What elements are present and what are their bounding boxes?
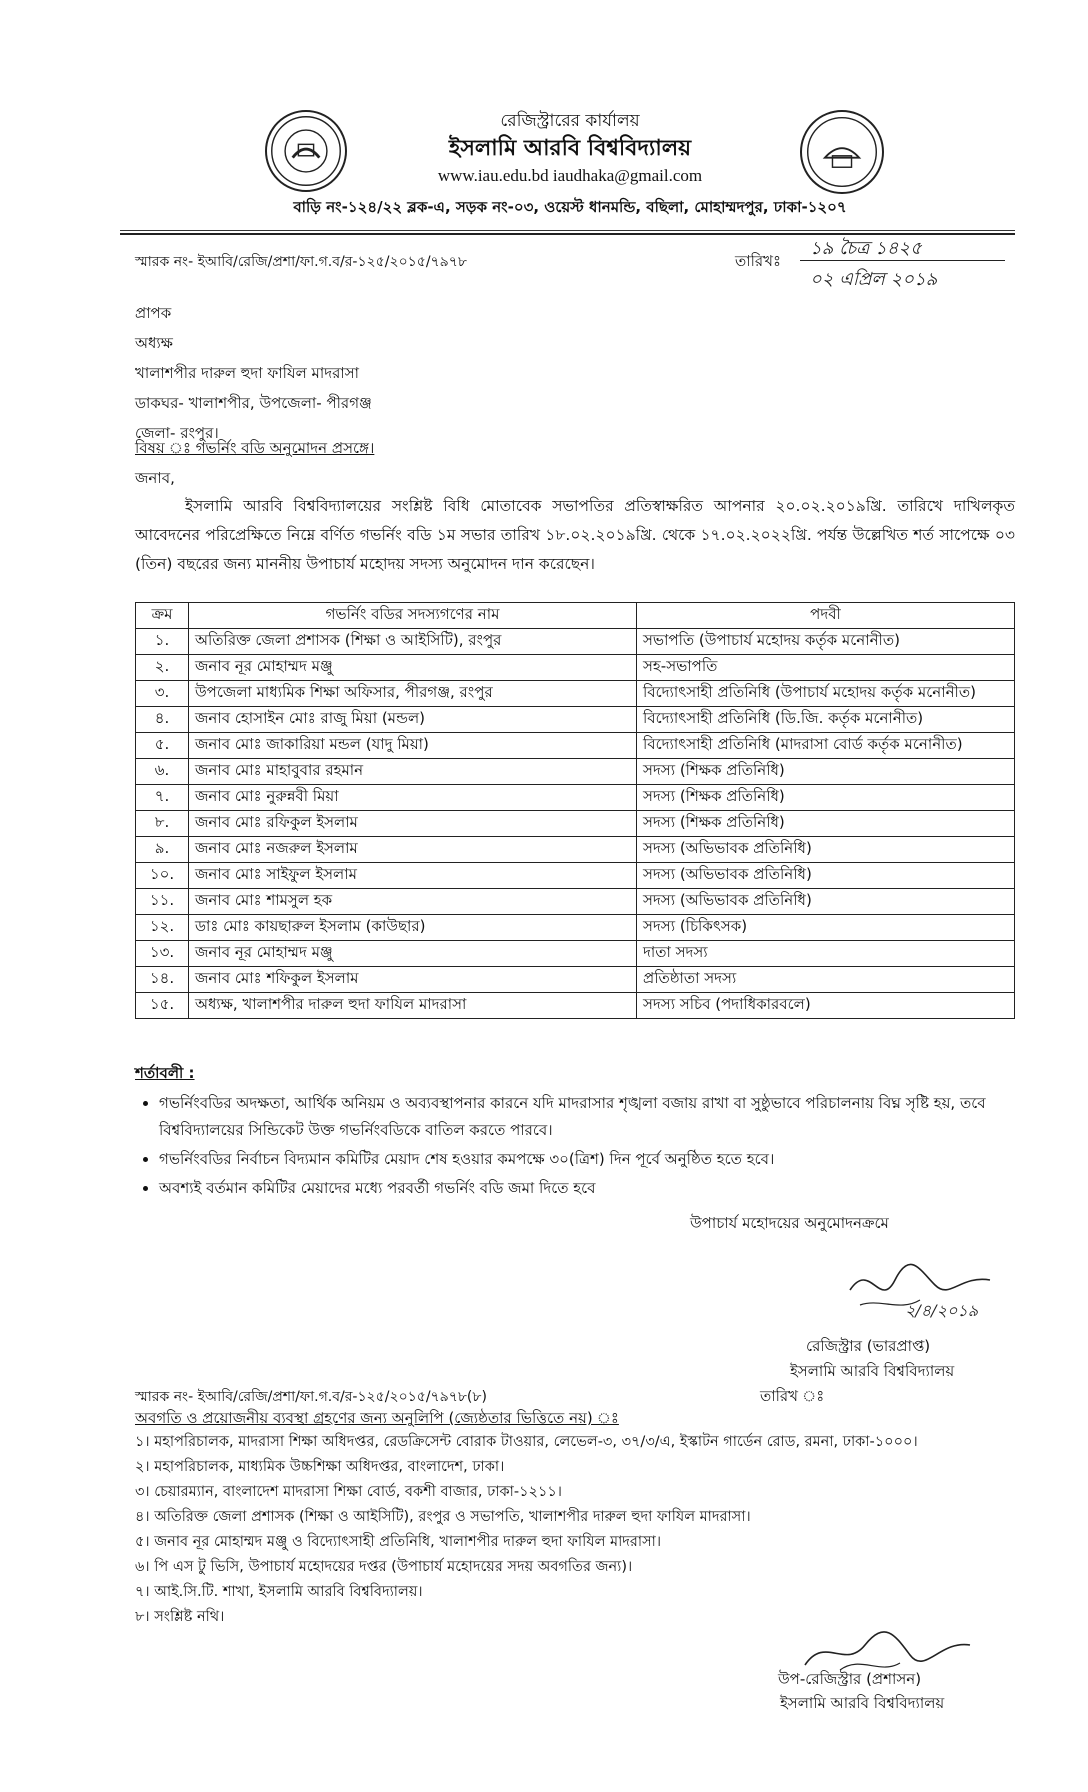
registrar-title: রেজিস্ট্রার (ভারপ্রাপ্ত)	[806, 1337, 931, 1355]
row-member-name: জনাব হোসাইন মোঃ রাজু মিয়া (মন্ডল)	[189, 707, 637, 733]
row-member-name: জনাব মোঃ শফিকুল ইসলাম	[189, 967, 637, 993]
row-designation: সদস্য (অভিভাবক প্রতিনিধি)	[637, 837, 1015, 863]
row-serial: ৭.	[136, 785, 189, 811]
copy-heading: অবগতি ও প্রয়োজনীয় ব্যবস্থা গ্রহণের জন্য অনুলিপি (জ্যেষ্ঠতার ভিত্তিতে নয়) ঃ	[135, 1409, 619, 1427]
copy-memo-number: স্মারক নং- ইআবি/রেজি/প্রশা/ফা.গ.ব/র-১২৫/২০১৫/৭৯৭৮(৮)	[135, 1389, 487, 1405]
row-designation: বিদ্যোৎসাহী প্রতিনিধি (মাদরাসা বোর্ড কর্তৃক মনোনীত)	[637, 733, 1015, 759]
row-serial: ১১.	[136, 889, 189, 915]
row-member-name: উপজেলা মাধ্যমিক শিক্ষা অফিসার, পীরগঞ্জ, রংপুর	[189, 681, 637, 707]
terms-list	[135, 1090, 1039, 1204]
row-member-name: জনাব মোঃ নুরুন্নবী মিয়া	[189, 785, 637, 811]
row-serial: ৩.	[136, 681, 189, 707]
row-serial: ১৪.	[136, 967, 189, 993]
row-serial: ১.	[136, 629, 189, 655]
row-member-name: ডাঃ মোঃ কায়ছারুল ইসলাম (কাউছার)	[189, 915, 637, 941]
terms-heading: শর্তাবলী :	[135, 1064, 195, 1082]
date-gregorian: ০২ এপ্রিল ২০১৯	[810, 269, 938, 290]
table-row	[136, 785, 1015, 811]
copy-item: ৩। চেয়ারম্যান, বাংলাদেশ মাদরাসা শিক্ষা বোর্ড, বকশী বাজার, ঢাকা-১২১১।	[135, 1484, 562, 1500]
row-serial: ৯.	[136, 837, 189, 863]
row-serial: ১৫.	[136, 993, 189, 1019]
table-row	[136, 707, 1015, 733]
row-member-name: জনাব নূর মোহাম্মদ মঞ্জু	[189, 941, 637, 967]
copy-item: ৪। অতিরিক্ত জেলা প্রশাসক (শিক্ষা ও আইসিটি), রংপুর ও সভাপতি, খালাশপীর দারুল হুদা ফাযিল মাদরাসা।	[135, 1509, 751, 1525]
sign-date: ২/৪/২০১৯	[905, 1301, 979, 1320]
table-row	[136, 967, 1015, 993]
table-row	[136, 863, 1015, 889]
recipient-to: প্রাপক	[135, 304, 172, 322]
copy-item: ৮। সংশ্লিষ্ট নথি।	[135, 1609, 225, 1625]
date-label: তারিখঃ	[735, 252, 781, 270]
copy-date-label: তারিখ ঃ	[760, 1387, 825, 1405]
row-designation: সদস্য (চিকিৎসক)	[637, 915, 1015, 941]
address-line: বাড়ি নং-১২৪/২২ ব্লক-এ, সড়ক নং-০৩, ওয়েস্ট ধানমন্ডি, বছিলা, মোহাম্মদপুর, ঢাকা-১২০৭	[293, 198, 847, 216]
row-designation: সদস্য (শিক্ষক প্রতিনিধি)	[637, 811, 1015, 837]
table-row	[136, 889, 1015, 915]
row-designation: সদস্য (শিক্ষক প্রতিনিধি)	[637, 759, 1015, 785]
row-serial: ১০.	[136, 863, 189, 889]
memo-number: স্মারক নং- ইআবি/রেজি/প্রশা/ফা.গ.ব/র-১২৫/২০১৫/৭৯৭৮	[135, 254, 467, 270]
row-designation: সভাপতি (উপাচার্য মহোদয় কর্তৃক মনোনীত)	[637, 629, 1015, 655]
row-designation: দাতা সদস্য	[637, 941, 1015, 967]
date-bangla: ১৯ চৈত্র ১৪২৫	[810, 238, 922, 259]
table-row	[136, 837, 1015, 863]
web-email: www.iau.edu.bd iaudhaka@gmail.com	[437, 166, 703, 185]
row-designation: সদস্য (অভিভাবক প্রতিনিধি)	[637, 889, 1015, 915]
row-serial: ৮.	[136, 811, 189, 837]
row-member-name: জনাব মোঃ সাইফুল ইসলাম	[189, 863, 637, 889]
row-serial: ৬.	[136, 759, 189, 785]
table-row	[136, 681, 1015, 707]
row-designation: সদস্য (অভিভাবক প্রতিনিধি)	[637, 863, 1015, 889]
term-item: • গভর্নিংবডির অদক্ষতা, আর্থিক অনিয়ম ও অব্যবস্থাপনার কারনে যদি মাদরাসার শৃঙ্খলা বজায় রাখা বা সুষ্ঠুভাবে পরিচালনায় বিঘ্ন সৃষ্টি হয়, তবে বিশ্ববিদ্যালয়ের সিন্ডিকেট উক্ত গভর্নিংবডিকে বাতিল করতে পারবে।	[159, 1090, 1039, 1144]
copy-item: ৫। জনাব নূর মোহাম্মদ মঞ্জু ও বিদ্যোৎসাহী প্রতিনিধি, খালাশপীর দারুল হুদা ফাযিল মাদরাসা।	[135, 1534, 662, 1550]
registrar-org: ইসলামি আরবি বিশ্ববিদ্যালয়	[790, 1362, 955, 1380]
recipient-block	[135, 298, 372, 448]
university-name: ইসলামি আরবি বিশ্ববিদ্যালয়	[448, 136, 692, 161]
row-member-name: জনাব নূর মোহাম্মদ মঞ্জু	[189, 655, 637, 681]
members-body	[136, 629, 1015, 1019]
row-designation: বিদ্যোৎসাহী প্রতিনিধি (ডি.জি. কর্তৃক মনোনীত)	[637, 707, 1015, 733]
row-serial: ৫.	[136, 733, 189, 759]
table-row	[136, 629, 1015, 655]
col-designation: পদবী	[637, 603, 1015, 629]
office-name: রেজিস্ট্রারের কার্যালয়	[500, 111, 640, 131]
row-member-name: অধ্যক্ষ, খালাশপীর দারুল হুদা ফাযিল মাদরাসা	[189, 993, 637, 1019]
table-row	[136, 811, 1015, 837]
row-member-name: জনাব মোঃ জাকারিয়া মন্ডল (যাদু মিয়া)	[189, 733, 637, 759]
recipient-post: ডাকঘর- খালাশপীর, উপজেলা- পীরগঞ্জ	[135, 394, 372, 412]
table-row	[136, 941, 1015, 967]
row-designation: সদস্য (শিক্ষক প্রতিনিধি)	[637, 785, 1015, 811]
approval-note: উপাচার্য মহোদয়ের অনুমোদনক্রমে	[690, 1214, 889, 1232]
term-item: • গভর্নিংবডির নির্বাচন বিদ্যমান কমিটির মেয়াদ শেষ হওয়ার কমপক্ষে ৩০(ত্রিশ) দিন পূর্বে অনুষ্ঠিত হতে হবে।	[159, 1146, 1039, 1173]
row-designation: বিদ্যোৎসাহী প্রতিনিধি (উপাচার্য মহোদয় কর্তৃক মনোনীত)	[637, 681, 1015, 707]
recipient-district: জেলা- রংপুর।	[135, 424, 219, 442]
copy-item: ৬। পি এস টু ভিসি, উপাচার্য মহোদয়ের দপ্তর (উপাচার্য মহোদয়ের সদয় অবগতির জন্য)।	[135, 1559, 633, 1575]
table-row	[136, 759, 1015, 785]
term-item: • অবশ্যই বর্তমান কমিটির মেয়াদের মধ্যে পরবর্তী গভর্নিং বডি জমা দিতে হবে	[159, 1175, 1039, 1202]
letterhead	[300, 108, 840, 189]
row-serial: ৪.	[136, 707, 189, 733]
row-member-name: অতিরিক্ত জেলা প্রশাসক (শিক্ষা ও আইসিটি), রংপুর	[189, 629, 637, 655]
copy-item: ২। মহাপরিচালক, মাধ্যমিক উচ্চশিক্ষা অধিদপ্তর, বাংলাদেশ, ঢাকা।	[135, 1459, 505, 1475]
row-designation: সহ-সভাপতি	[637, 655, 1015, 681]
deputy-registrar-title: উপ-রেজিস্ট্রার (প্রশাসন)	[778, 1670, 922, 1688]
row-serial: ১২.	[136, 915, 189, 941]
table-row	[136, 915, 1015, 941]
copy-item: ১। মহাপরিচালক, মাদরাসা শিক্ষা অধিদপ্তর, রেডক্রিসেন্ট বোরাক টাওয়ার, লেভেল-৩, ৩৭/৩/এ, ইস্কাটন গার্ডেন রোড, রমনা, ঢাকা-১০০০।	[135, 1434, 918, 1450]
copy-item: ৭। আই.সি.টি. শাখা, ইসলামি আরবি বিশ্ববিদ্যালয়।	[135, 1584, 423, 1600]
row-member-name: জনাব মোঃ মাহাবুবার রহমান	[189, 759, 637, 785]
row-member-name: জনাব মোঃ শামসুল হক	[189, 889, 637, 915]
date-divider	[800, 260, 1005, 261]
col-serial: ক্রম	[136, 603, 189, 629]
members-table	[135, 602, 1015, 1019]
row-designation: সদস্য সচিব (পদাধিকারবলে)	[637, 993, 1015, 1019]
copy-list	[135, 1430, 918, 1630]
row-serial: ২.	[136, 655, 189, 681]
row-designation: প্রতিষ্ঠাতা সদস্য	[637, 967, 1015, 993]
salutation: জনাব,	[135, 469, 175, 487]
table-row	[136, 733, 1015, 759]
subject-line: বিষয় ঃ গভর্নিং বডি অনুমোদন প্রসঙ্গে।	[135, 439, 375, 457]
body-paragraph: ইসলামি আরবি বিশ্ববিদ্যালয়ের সংশ্লিষ্ট বিধি মোতাবেক সভাপতির প্রতিস্বাক্ষরিত আপনার ২০.০২.২০১৯খ্রি. তারিখে দাখিলকৃত আবেদনের পরিপ্রেক্ষিতে নিম্নে বর্ণিত গভর্নিং বডি ১ম সভার তারিখ ১৮.০২.২০১৯খ্রি. থেকে ১৭.০২.২০২২খ্রি. পর্যন্ত উল্লেখিত শর্ত সাপেক্ষে ০৩ (তিন) বছরের জন্য মাননীয় উপাচার্য মহোদয় সদস্য অনুমোদন দান করেছেন।	[135, 497, 1015, 573]
row-member-name: জনাব মোঃ রফিকুল ইসলাম	[189, 811, 637, 837]
deputy-registrar-org: ইসলামি আরবি বিশ্ববিদ্যালয়	[780, 1694, 945, 1712]
row-member-name: জনাব মোঃ নজরুল ইসলাম	[189, 837, 637, 863]
recipient-institution: খালাশপীর দারুল হুদা ফাযিল মাদরাসা	[135, 364, 359, 382]
recipient-designation: অধ্যক্ষ	[135, 334, 173, 352]
col-name: গভর্নিং বডির সদস্যগণের নাম	[189, 603, 637, 629]
row-serial: ১৩.	[136, 941, 189, 967]
table-row	[136, 993, 1015, 1019]
table-row	[136, 655, 1015, 681]
